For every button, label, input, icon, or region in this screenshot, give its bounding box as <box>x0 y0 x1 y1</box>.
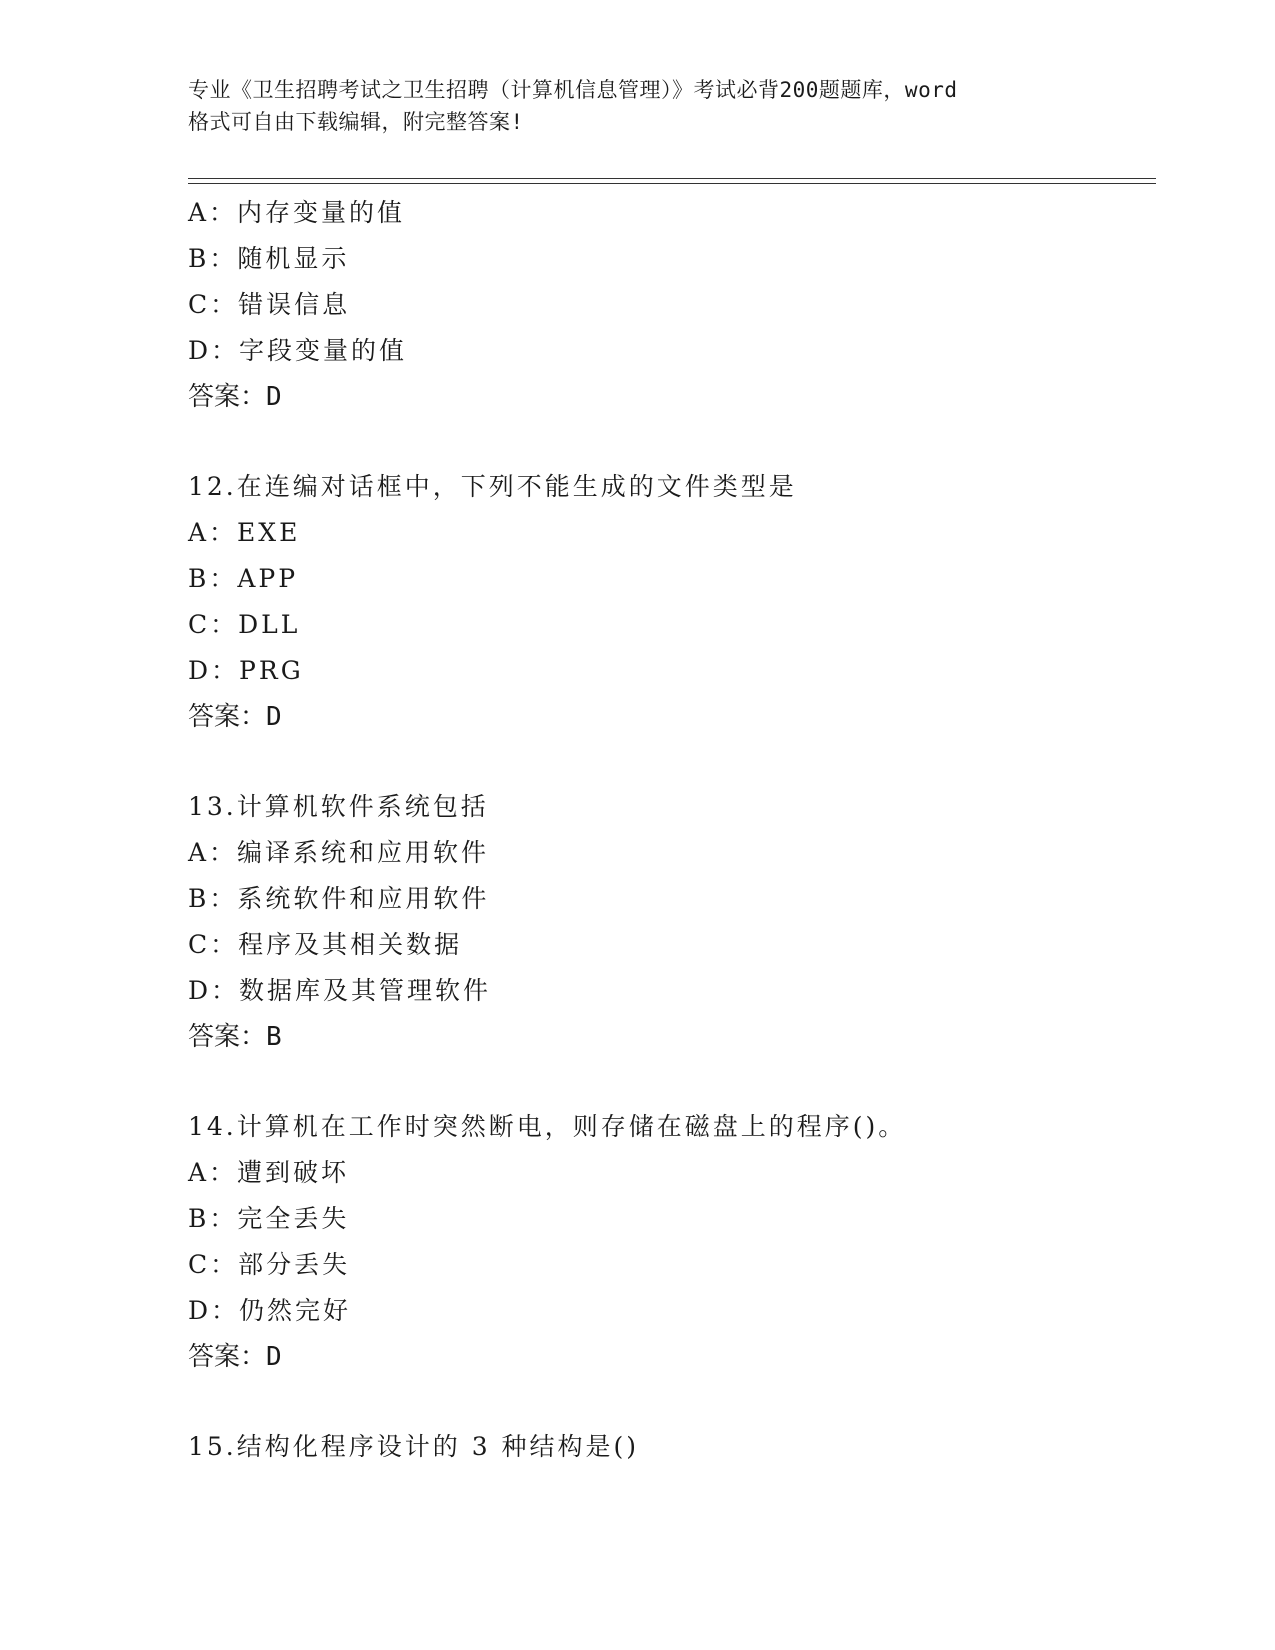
answer-line <box>188 374 1148 420</box>
question-title: 12.在连编对话框中，下列不能生成的文件类型是 <box>188 472 797 501</box>
option-c: C：程序及其相关数据 <box>188 930 463 959</box>
answer-label: 答案： <box>188 1342 267 1372</box>
question-block-partial <box>188 190 1148 420</box>
answer-line <box>188 1334 1148 1380</box>
option-a: A：编译系统和应用软件 <box>188 838 490 867</box>
question-title: 13.计算机软件系统包括 <box>188 792 489 821</box>
answer-label: 答案： <box>188 702 267 732</box>
answer-value: B <box>266 1022 282 1052</box>
answer-label: 答案： <box>188 1022 267 1052</box>
question-list <box>188 190 1148 1470</box>
header-rule-bottom <box>188 183 1156 184</box>
option-c: C：错误信息 <box>188 290 351 319</box>
answer-value: D <box>266 382 282 412</box>
option-b: B：完全丢失 <box>188 1204 350 1233</box>
answer-label: 答案： <box>188 382 267 412</box>
option-a: A：EXE <box>188 518 301 547</box>
option-b: B：系统软件和应用软件 <box>188 884 490 913</box>
header-rule-top <box>188 178 1156 179</box>
option-c: C：部分丢失 <box>188 1250 351 1279</box>
question-block <box>188 1424 1148 1470</box>
option-a: A：内存变量的值 <box>188 198 406 227</box>
document-header <box>188 74 1088 138</box>
header-line-2: 格式可自由下载编辑，附完整答案! <box>188 110 524 134</box>
option-d: D：PRG <box>188 656 304 685</box>
option-b: B：随机显示 <box>188 244 350 273</box>
question-block <box>188 1104 1148 1380</box>
answer-line <box>188 1014 1148 1060</box>
option-d: D：数据库及其管理软件 <box>188 976 492 1005</box>
header-line-1: 专业《卫生招聘考试之卫生招聘（计算机信息管理）》考试必背200题题库，word <box>188 78 958 102</box>
answer-value: D <box>266 702 282 732</box>
option-d: D：仍然完好 <box>188 1296 352 1325</box>
question-title: 15.结构化程序设计的 3 种结构是() <box>188 1432 640 1461</box>
question-block <box>188 784 1148 1060</box>
question-block <box>188 464 1148 740</box>
option-a: A：遭到破坏 <box>188 1158 350 1187</box>
question-title: 14.计算机在工作时突然断电，则存储在磁盘上的程序()。 <box>188 1112 907 1141</box>
option-c: C：DLL <box>188 610 301 639</box>
option-d: D：字段变量的值 <box>188 336 408 365</box>
option-b: B：APP <box>188 564 299 593</box>
answer-line <box>188 694 1148 740</box>
answer-value: D <box>266 1342 282 1372</box>
